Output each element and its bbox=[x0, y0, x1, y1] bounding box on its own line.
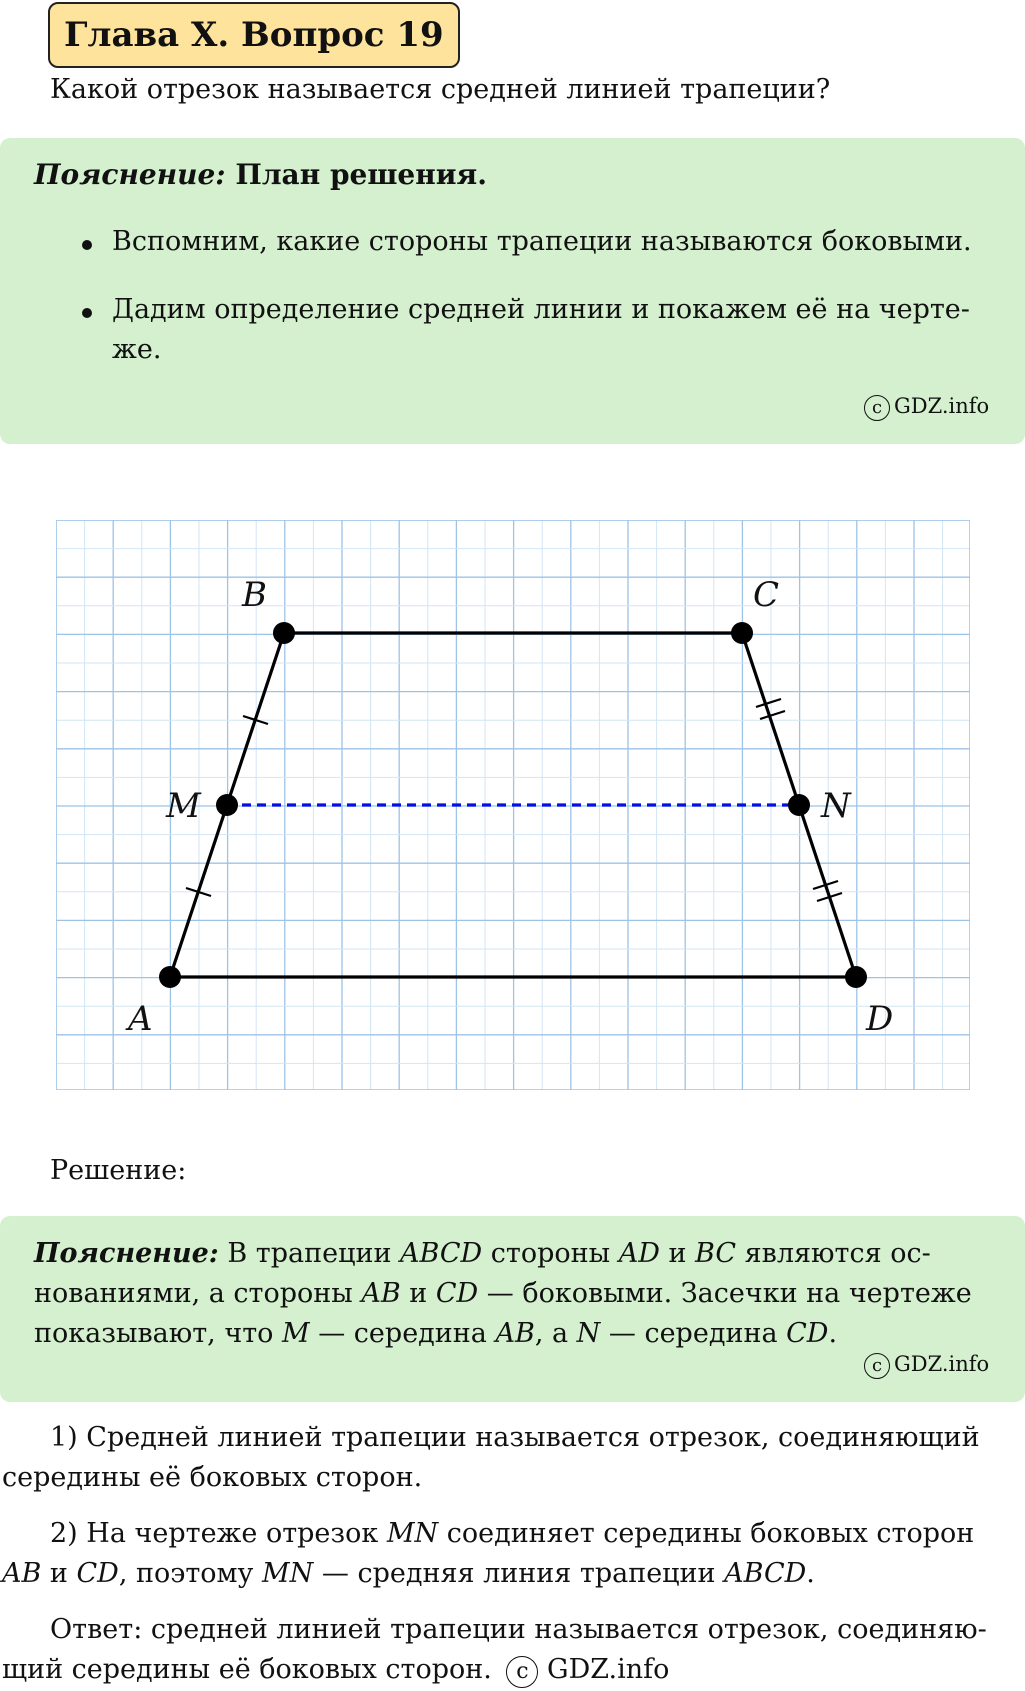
plan-heading-italic: Пояснение: bbox=[34, 158, 226, 191]
copyright-note: c GDZ.info bbox=[864, 1352, 989, 1379]
plan-heading-bold: План решения. bbox=[235, 158, 487, 191]
label-c: C bbox=[753, 575, 780, 615]
plan-heading bbox=[34, 158, 487, 191]
answer-line-1: Ответ: средней линией трапеции называется отрезок, соединяю- bbox=[50, 1614, 987, 1645]
explanation-line-2: нованиями, а стороны AB и CD — боковыми. Засечки на чертеже bbox=[34, 1278, 972, 1309]
page-title: Глава X. Вопрос 19 bbox=[48, 2, 460, 68]
tick-cn-1 bbox=[756, 699, 781, 707]
explanation-line-1: Пояснение: В трапеции ABCD стороны AD и BC являются ос- bbox=[34, 1238, 931, 1269]
trapezoid-diagram bbox=[56, 520, 970, 1090]
label-m: M bbox=[166, 786, 201, 826]
copyright-icon: c bbox=[864, 395, 890, 421]
point-n bbox=[788, 794, 810, 816]
step-2-line-2: AB и CD, поэтому MN — средняя линия трапеции ABCD. bbox=[2, 1558, 815, 1589]
point-a bbox=[159, 966, 181, 988]
label-n: N bbox=[821, 786, 851, 826]
point-b bbox=[273, 622, 295, 644]
plan-bullet-2-cont: же. bbox=[112, 334, 162, 365]
label-a: A bbox=[128, 999, 153, 1039]
solution-label: Решение: bbox=[50, 1155, 187, 1186]
bullet-icon bbox=[82, 240, 92, 250]
explanation-line-3: показывают, что M — середина AB, а N — середина CD. bbox=[34, 1318, 838, 1349]
point-c bbox=[731, 622, 753, 644]
plan-bullet-1: Вспомним, какие стороны трапеции называются боковыми. bbox=[112, 226, 972, 257]
label-d: D bbox=[866, 999, 894, 1039]
question-text: Какой отрезок называется средней линией трапеции? bbox=[50, 74, 831, 105]
answer-line-2: щий середины её боковых сторон. c GDZ.info bbox=[2, 1650, 669, 1690]
tick-cn-2 bbox=[760, 711, 785, 719]
copyright-icon: c bbox=[506, 1656, 538, 1688]
step-2-line-1: 2) На чертеже отрезок MN соединяет середины боковых сторон bbox=[50, 1518, 975, 1549]
plan-panel bbox=[0, 138, 1025, 444]
explanation-heading: Пояснение: bbox=[34, 1238, 219, 1269]
step-1-line-1: 1) Средней линией трапеции называется отрезок, соединяющий bbox=[50, 1422, 980, 1453]
point-m bbox=[216, 794, 238, 816]
plan-bullet-2: Дадим определение средней линии и покажем её на черте- bbox=[112, 294, 970, 325]
copyright-note: GDZ.info bbox=[547, 1654, 670, 1685]
explanation-panel bbox=[0, 1216, 1025, 1402]
label-b: B bbox=[242, 575, 267, 615]
copyright-note: c GDZ.info bbox=[864, 394, 989, 421]
bullet-icon bbox=[82, 308, 92, 318]
point-d bbox=[845, 966, 867, 988]
copyright-icon: c bbox=[864, 1353, 890, 1379]
step-1-line-2: середины её боковых сторон. bbox=[2, 1462, 423, 1493]
